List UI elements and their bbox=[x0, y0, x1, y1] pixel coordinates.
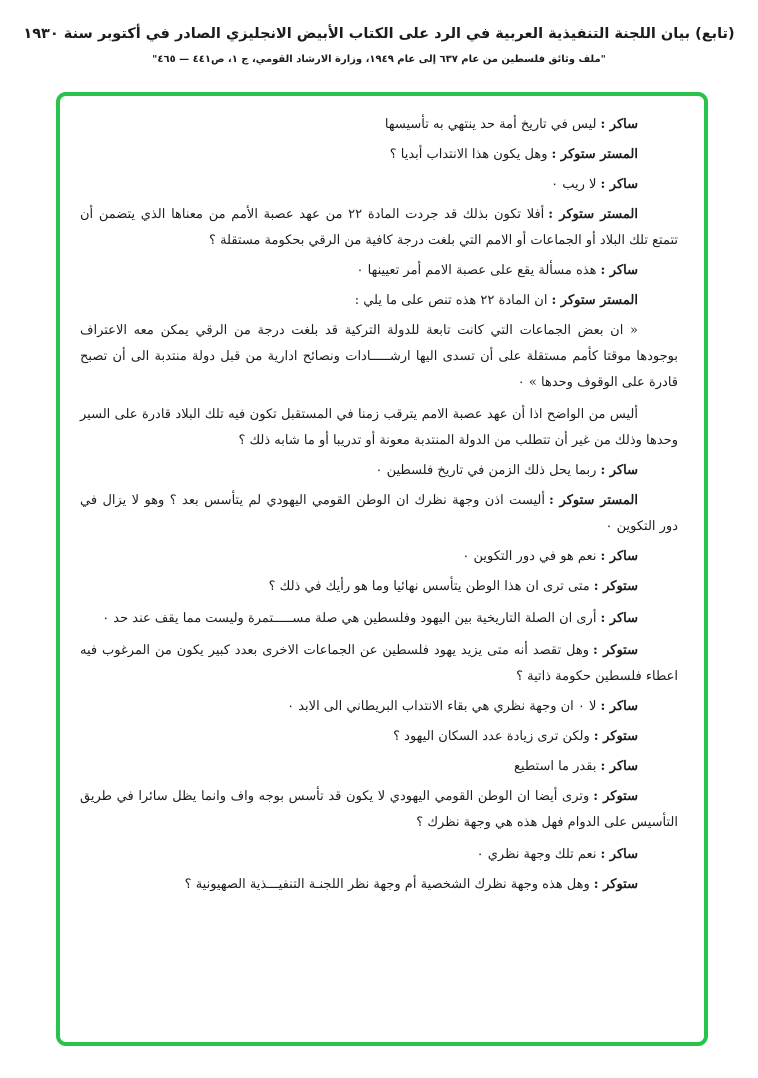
dialogue-text: أليست اذن وجهة نظرك ان الوطن القومي اليهودي لم يتأسس بعد ؟ وهو لا يزال في دور التكوين ٠ bbox=[80, 493, 678, 534]
dialogue-body bbox=[80, 112, 678, 902]
dialogue-paragraph bbox=[80, 458, 678, 484]
speaker-label: المستر ستوكر : bbox=[548, 207, 638, 222]
speaker-label: ساكر : bbox=[600, 759, 638, 774]
dialogue-text: أرى ان الصلة التاريخية بين اليهود وفلسطين هي صلة مســـــتمرة وليست مما يقف عند حد ٠ bbox=[102, 611, 597, 626]
speaker-label: ساكر : bbox=[600, 177, 638, 192]
dialogue-text: ان المادة ٢٢ هذه تنص على ما يلي : bbox=[354, 293, 548, 308]
speaker-label: ساكر : bbox=[600, 847, 638, 862]
dialogue-paragraph bbox=[80, 112, 678, 138]
dialogue-paragraph bbox=[80, 258, 678, 284]
speaker-label: ستوكر : bbox=[593, 789, 638, 804]
dialogue-text: نعم هو في دور التكوين ٠ bbox=[462, 549, 597, 564]
speaker-label: المستر ستوكر : bbox=[551, 293, 638, 308]
dialogue-paragraph bbox=[80, 488, 678, 540]
dialogue-text: متى ترى ان هذا الوطن يتأسس نهائيا وما هو رأيك في ذلك ؟ bbox=[268, 579, 590, 594]
speaker-label: ستوكر : bbox=[593, 729, 638, 744]
dialogue-text: ربما يحل ذلك الزمن في تاريخ فلسطين ٠ bbox=[375, 463, 597, 478]
dialogue-text: أفلا تكون بذلك قد جردت المادة ٢٢ من عهد عصبة الأمم من معناها الذي يتضمن أن تتمتع تلك البلاد أو الجماعات أو الامم التي بلغت درجة كافية من الرقي بحكومة مستقلة ؟ bbox=[80, 207, 678, 248]
dialogue-text: وهل يكون هذا الانتداب أبديا ؟ bbox=[389, 147, 548, 162]
speaker-label: ستوكر : bbox=[593, 643, 638, 658]
speaker-label: المستر ستوكر : bbox=[548, 493, 638, 508]
dialogue-text: وهل هذه وجهة نظرك الشخصية أم وجهة نظر اللجنـة التنفيـــذية الصهيونية ؟ bbox=[184, 877, 590, 892]
dialogue-text: نعم تلك وجهة نظري ٠ bbox=[476, 847, 597, 862]
dialogue-paragraph bbox=[80, 784, 678, 836]
dialogue-paragraph bbox=[80, 202, 678, 254]
speaker-label: ساكر : bbox=[600, 549, 638, 564]
dialogue-paragraph bbox=[80, 638, 678, 690]
dialogue-text: وهل تقصد أنه متى يزيد يهود فلسطين عن الجماعات الاخرى بعدد كبير يكون من المرغوب فيه اعطاء فلسطين حكومة ذاتية ؟ bbox=[80, 643, 678, 684]
dialogue-paragraph bbox=[80, 402, 678, 454]
dialogue-paragraph bbox=[80, 872, 678, 898]
dialogue-text: « ان بعض الجماعات التي كانت تابعة للدولة التركية قد بلغت درجة من الرقي يمكن معه الاعتراف بوجودها موقتا كأمم مستقلة على أن تسدى اليها ارشـــــادات ونصائح ادارية من قبل دولة منتدبة الى أن تصبح قادرة على الوقوف وحدها » ٠ bbox=[80, 323, 678, 390]
dialogue-text: لا ريب ٠ bbox=[551, 177, 597, 192]
document-header bbox=[20, 22, 738, 68]
speaker-label: ستوكر : bbox=[593, 877, 638, 892]
dialogue-paragraph bbox=[80, 574, 678, 600]
text-frame bbox=[56, 92, 708, 1046]
dialogue-text: وترى أيضا ان الوطن القومي اليهودي لا يكون قد تأسس بوجه واف وانما يظل سائرا في طريق التأسيس على الدوام فهل هذه هي وجهة نظرك ؟ bbox=[80, 789, 678, 830]
speaker-label: ساكر : bbox=[600, 699, 638, 714]
dialogue-paragraph bbox=[80, 172, 678, 198]
page-title: (تابع) بيان اللجنة التنفيذية العربية في الرد على الكتاب الأبيض الانجليزي الصادر في أكتوبر سنة ١٩٣٠ bbox=[23, 26, 735, 42]
dialogue-paragraph bbox=[80, 544, 678, 570]
dialogue-paragraph bbox=[80, 288, 678, 314]
dialogue-paragraph bbox=[80, 754, 678, 780]
dialogue-paragraph bbox=[80, 142, 678, 168]
dialogue-text: ولكن ترى زيادة عدد السكان اليهود ؟ bbox=[393, 729, 590, 744]
dialogue-text: بقدر ما استطيع bbox=[514, 759, 597, 774]
dialogue-paragraph bbox=[80, 724, 678, 750]
speaker-label: المستر ستوكر : bbox=[551, 147, 638, 162]
dialogue-paragraph bbox=[80, 694, 678, 720]
speaker-label: ساكر : bbox=[600, 611, 638, 626]
dialogue-paragraph bbox=[80, 606, 678, 632]
speaker-label: ستوكر : bbox=[593, 579, 638, 594]
source-citation: "ملف وثائق فلسطين من عام ٦٣٧ إلى عام ١٩٤٩، وزارة الارشاد القومي، ج ١، ص٤٤١ — ٤٦٥" bbox=[152, 54, 606, 65]
dialogue-text: هذه مسألة يقع على عصبة الامم أمر تعيينها ٠ bbox=[356, 263, 597, 278]
speaker-label: ساكر : bbox=[600, 117, 638, 132]
dialogue-paragraph bbox=[80, 842, 678, 868]
speaker-label: ساكر : bbox=[600, 463, 638, 478]
dialogue-text: أليس من الواضح اذا أن عهد عصبة الامم يترقب زمنا في المستقبل تكون فيه تلك البلاد قادرة على السير وحدها وذلك من غير أن تتطلب من الدولة المنتدبة معونة أو تدريبا أو ما شابه ذلك ؟ bbox=[80, 407, 678, 448]
dialogue-text: ليس في تاريخ أمة حد ينتهي به تأسيسها bbox=[384, 117, 597, 132]
dialogue-text: لا ٠ ان وجهة نظري هي بقاء الانتداب البريطاني الى الابد ٠ bbox=[287, 699, 597, 714]
dialogue-paragraph bbox=[80, 318, 678, 396]
speaker-label: ساكر : bbox=[600, 263, 638, 278]
